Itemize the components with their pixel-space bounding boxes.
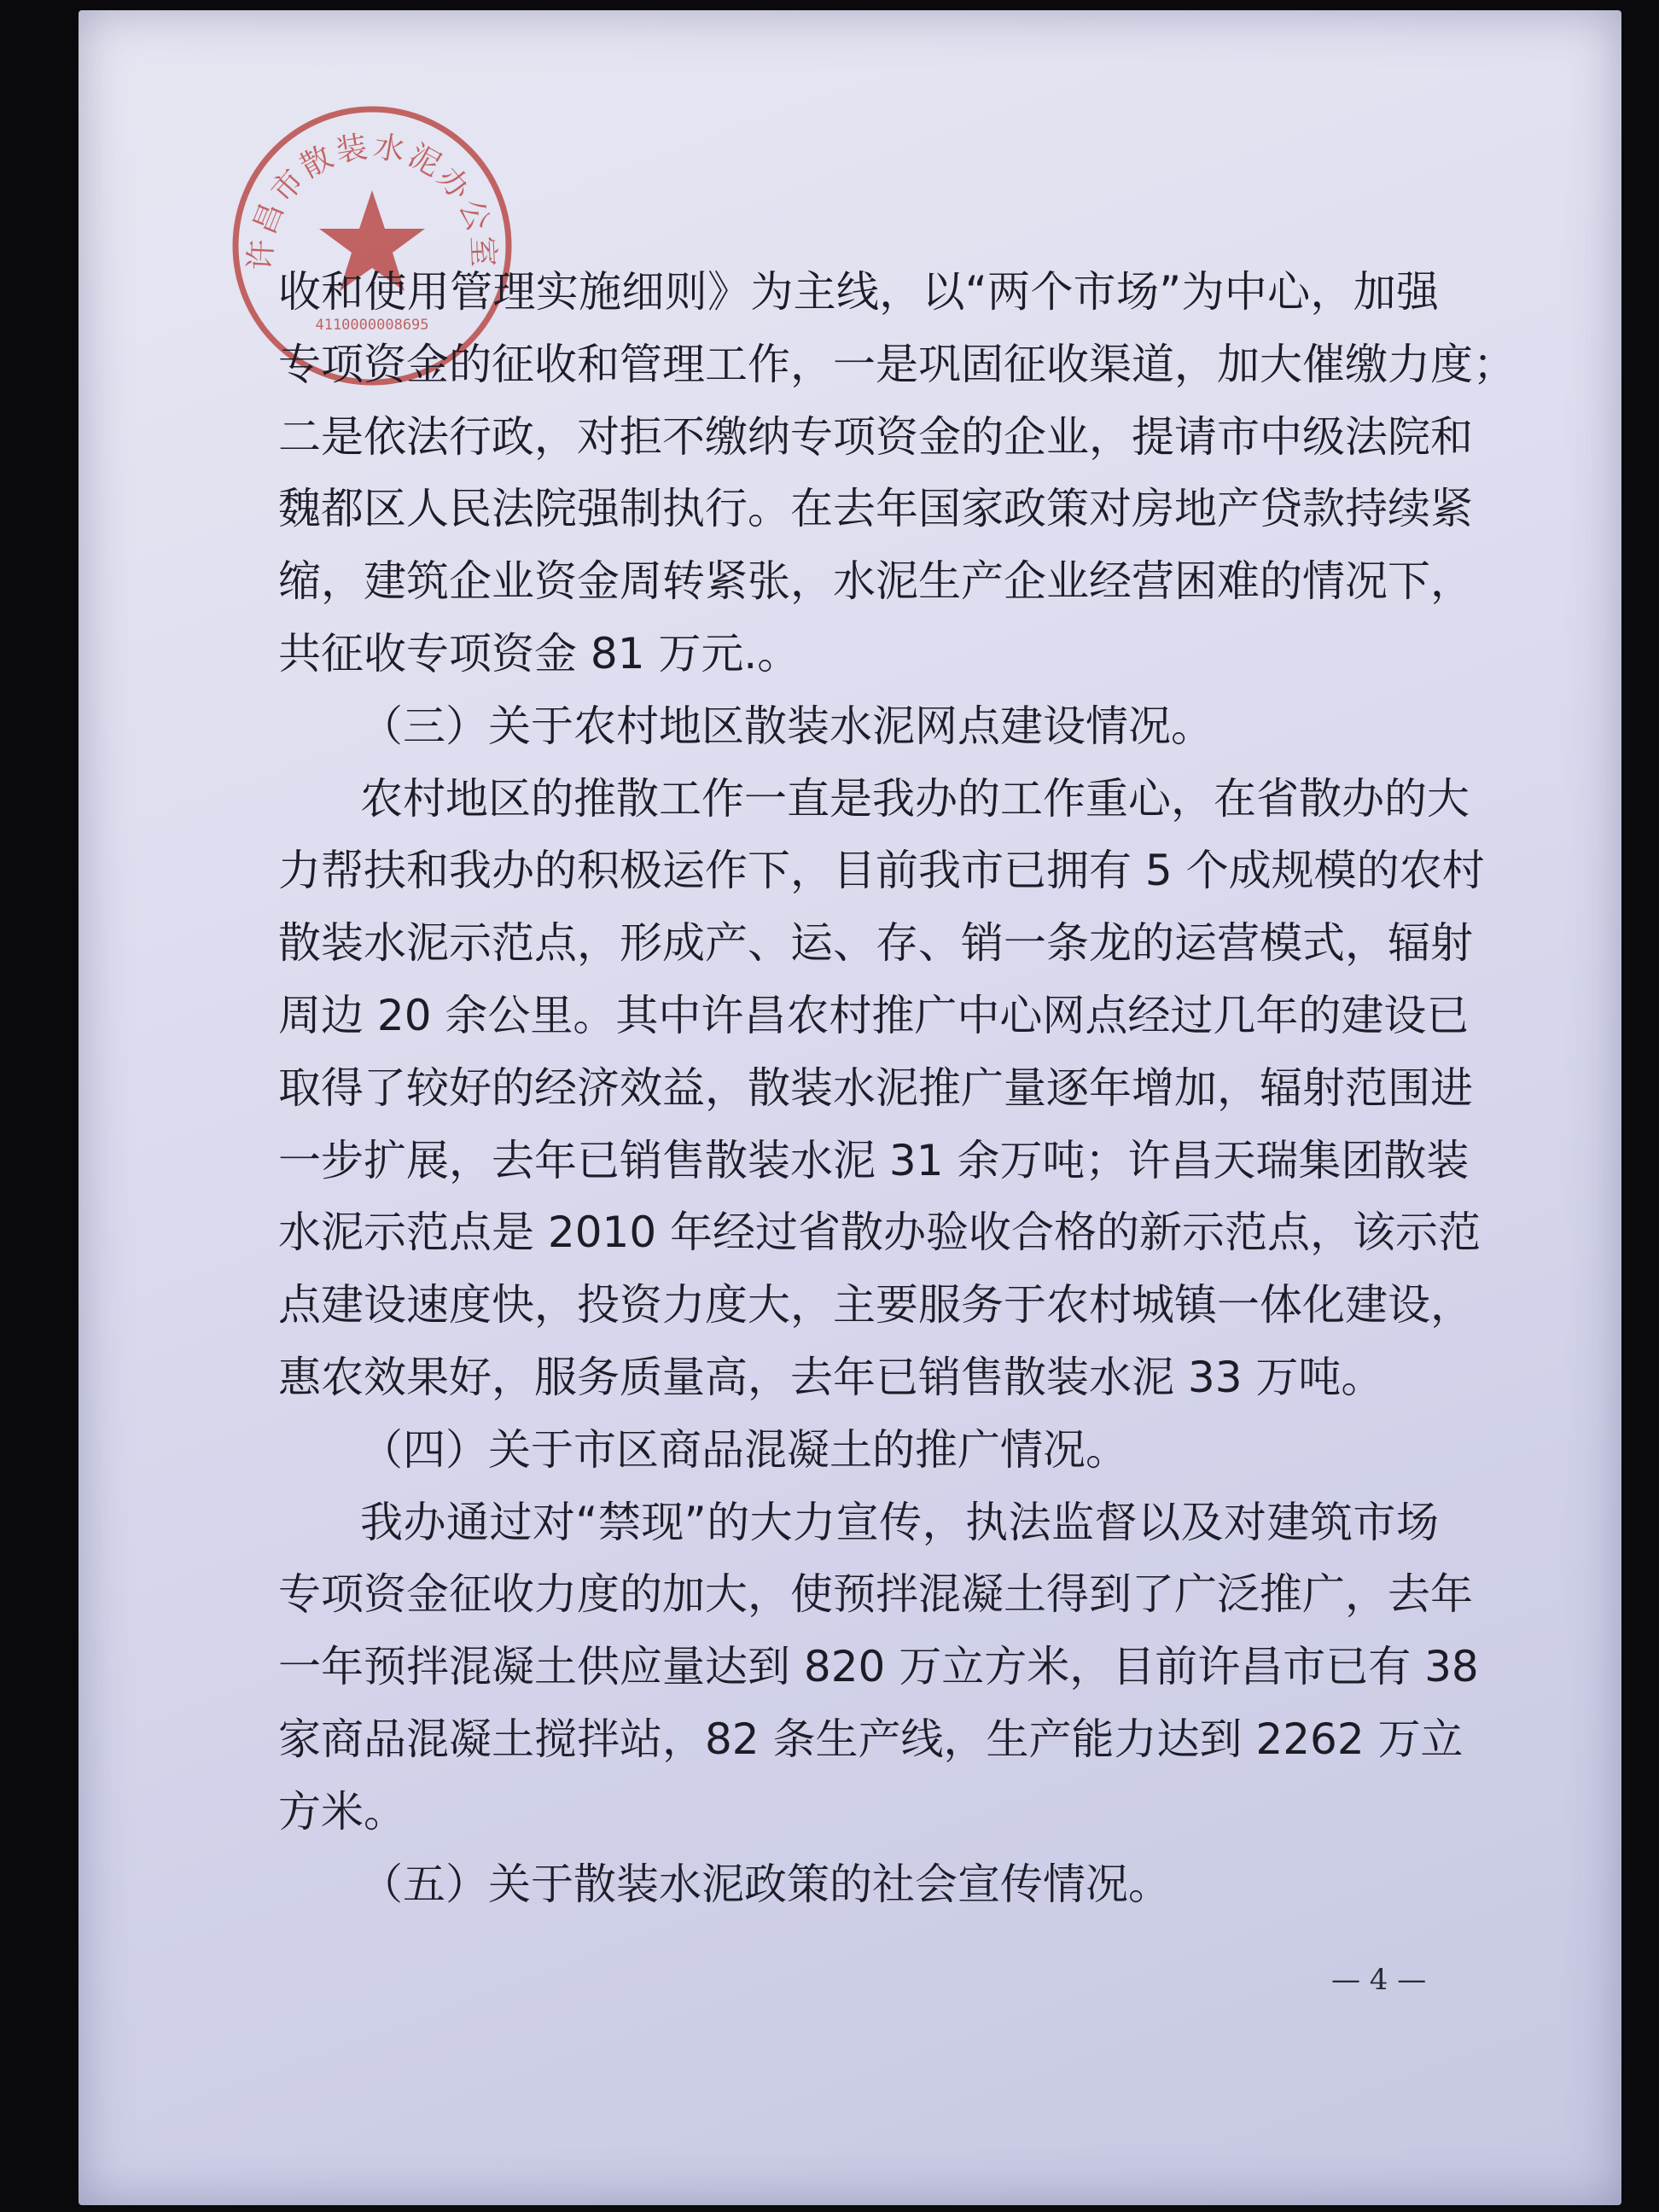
page-number: — 4 — [1331, 1963, 1427, 1997]
section-heading: （五）关于散装水泥政策的社会宣传情况。 [360, 1859, 1171, 1909]
text-line: 水泥示范点是 2010 年经过省散办验收合格的新示范点，该示范 [278, 1208, 1481, 1258]
text-line: 取得了较好的经济效益，散装水泥推广量逐年增加，辐射范围进 [278, 1062, 1473, 1113]
text-line: 点建设速度快，投资力度大，主要服务于农村城镇一体化建设， [278, 1280, 1473, 1330]
text-line: 方米。 [278, 1786, 406, 1837]
text-line: 散装水泥示范点，形成产、运、存、销一条龙的运营模式，辐射 [278, 918, 1473, 969]
text-line: 二是依法行政，对拒不缴纳专项资金的企业，提请市中级法院和 [278, 411, 1473, 462]
text-line: 惠农效果好，服务质量高，去年已销售散装水泥 33 万吨。 [278, 1352, 1384, 1402]
text-line: 农村地区的推散工作一直是我办的工作重心，在省散办的大 [360, 773, 1470, 824]
text-line: 周边 20 余公里。其中许昌农村推广中心网点经过几年的建设已 [278, 990, 1470, 1040]
text-line: 收和使用管理实施细则》为主线，以“两个市场”为中心，加强 [278, 267, 1439, 317]
text-line: 力帮扶和我办的积极运作下，目前我市已拥有 5 个成规模的农村 [278, 846, 1485, 896]
text-line: 专项资金征收力度的加大，使预拌混凝土得到了广泛推广，去年 [278, 1569, 1473, 1620]
text-line: 魏都区人民法院强制执行。在去年国家政策对房地产贷款持续紧 [278, 484, 1473, 534]
text-line: 一步扩展，去年已销售散装水泥 31 余万吨；许昌天瑞集团散装 [278, 1135, 1470, 1185]
text-line: 我办通过对“禁现”的大力宣传，执法监督以及对建筑市场 [360, 1497, 1439, 1547]
section-heading: （三）关于农村地区散装水泥网点建设情况。 [360, 701, 1214, 751]
text-line: 缩，建筑企业资金周转紧张，水泥生产企业经营困难的情况下， [278, 556, 1473, 607]
seal-serial: 4110000008695 [315, 317, 429, 334]
body-text [278, 256, 1516, 1920]
section-heading: （四）关于市区商品混凝土的推广情况。 [360, 1424, 1128, 1475]
text-line: 一年预拌混凝土供应量达到 820 万立方米，目前许昌市已有 38 [278, 1642, 1479, 1692]
text-line: 家商品混凝土搅拌站，82 条生产线，生产能力达到 2262 万立 [278, 1714, 1464, 1764]
text-line: 共征收专项资金 81 万元.。 [278, 628, 800, 678]
seal-text: 许昌市散装水泥办公室 [243, 129, 501, 271]
text-line: 专项资金的征收和管理工作，一是巩固征收渠道，加大催缴力度； [278, 339, 1516, 389]
